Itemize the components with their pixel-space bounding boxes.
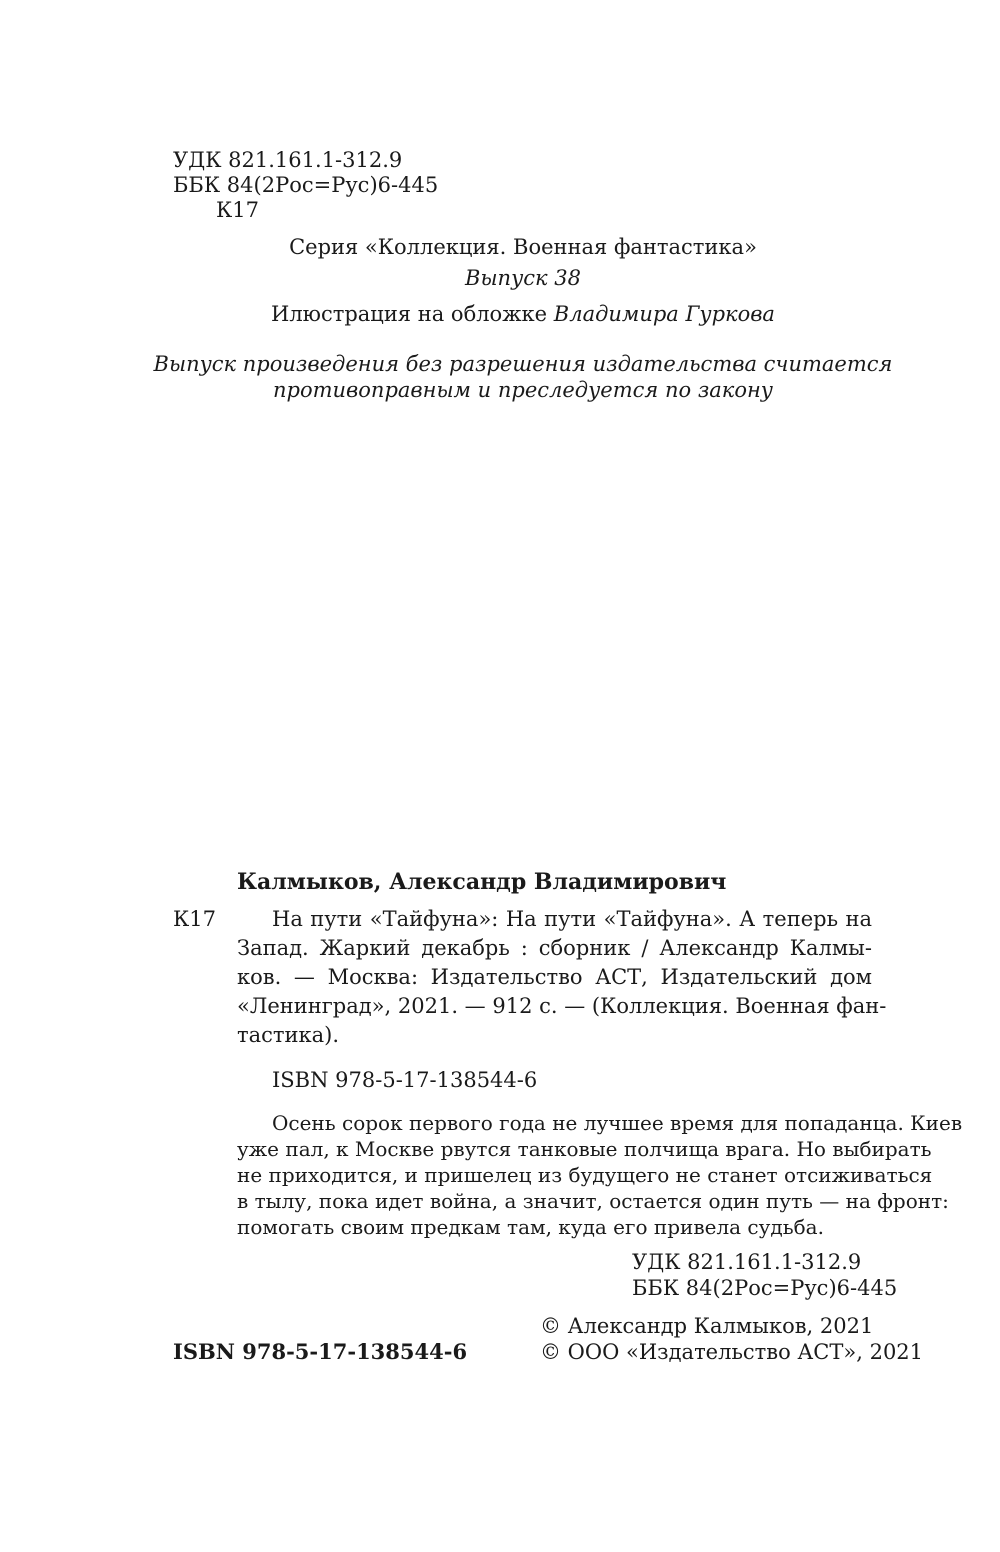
description-line-2: уже пал, к Москве рвутся танковые полчища врага. Но выбирать xyxy=(237,1137,932,1161)
series-title: Серия «Коллекция. Военная фантастика» xyxy=(289,235,757,259)
bibliographic-line-4: «Ленинград», 2021. — 912 с. — (Коллекция. Военная фан- xyxy=(237,994,887,1018)
bottom-bbk: ББК 84(2Рос=Рус)6-445 xyxy=(632,1276,898,1300)
annotation-mark: К17 xyxy=(173,907,216,931)
bibliographic-line-1: На пути «Тайфуна»: На пути «Тайфуна». А теперь на xyxy=(272,907,872,931)
description-line-5: помогать своим предкам там, куда его привела судьба. xyxy=(237,1215,824,1239)
annotation-isbn: ISBN 978-5-17-138544-6 xyxy=(272,1068,538,1092)
top-bbk: ББК 84(2Рос=Рус)6-445 xyxy=(173,173,439,197)
illustration-artist: Владимира Гуркова xyxy=(553,302,775,326)
annotation-author: Калмыков, Александр Владимирович xyxy=(237,869,727,895)
top-author-mark: К17 xyxy=(216,198,259,222)
copyright-warning-line-1: Выпуск произведения без разрешения издательства считается xyxy=(153,352,893,376)
illustration-credit xyxy=(23,300,1000,328)
bibliographic-line-5: тастика). xyxy=(237,1023,340,1047)
top-udk: УДК 821.161.1-312.9 xyxy=(173,148,403,172)
bibliographic-line-2: Запад. Жаркий декабрь : сборник / Александр Калмы- xyxy=(237,936,872,960)
footer-isbn: ISBN 978-5-17-138544-6 xyxy=(173,1339,468,1364)
bottom-udk: УДК 821.161.1-312.9 xyxy=(632,1250,862,1274)
copyright-publisher: © ООО «Издательство АСТ», 2021 xyxy=(540,1340,924,1364)
copyright-author: © Александр Калмыков, 2021 xyxy=(540,1314,874,1338)
illustration-label: Илюстрация на обложке xyxy=(271,302,548,326)
bibliographic-line-3: ков. — Москва: Издательство АСТ, Издательский дом xyxy=(237,965,872,989)
description-line-3: не приходится, и пришелец из будущего не станет отсиживаться xyxy=(237,1163,933,1187)
description-line-1: Осень сорок первого года не лучшее время для попаданца. Киев xyxy=(272,1111,963,1135)
series-issue: Выпуск 38 xyxy=(465,266,581,290)
copyright-warning-line-2: противоправным и преследуется по закону xyxy=(273,378,773,402)
description-line-4: в тылу, пока идет война, а значит, остается один путь — на фронт: xyxy=(237,1189,949,1213)
